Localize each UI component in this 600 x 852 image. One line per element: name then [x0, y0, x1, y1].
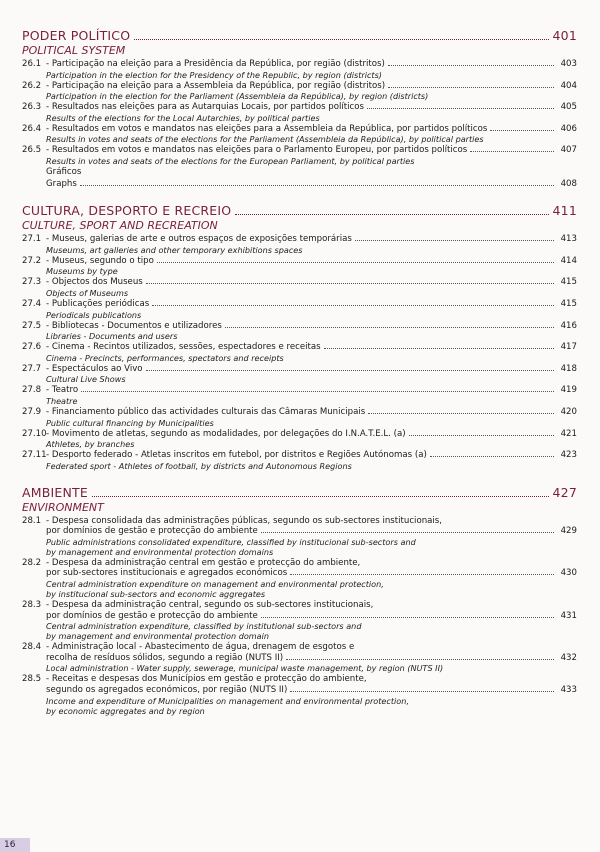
- toc-entry: [22, 59, 577, 80]
- entry-title-en: Periodicals publications: [46, 309, 142, 320]
- entry-title-en: by management and environmental protection domain: [46, 631, 270, 642]
- entry-page: 403: [560, 59, 577, 69]
- entry-title: - Museus, segundo o tipo: [46, 255, 154, 266]
- entry-line: [22, 167, 577, 178]
- toc-entry: [22, 81, 577, 102]
- toc-entry: [22, 516, 577, 557]
- section-title-en: POLITICAL SYSTEM: [22, 44, 126, 57]
- dot-leader: [225, 327, 554, 328]
- entry-page: 404: [560, 80, 577, 91]
- entry-page: 432: [560, 652, 577, 663]
- entry-line: [22, 653, 577, 664]
- entry-page: 405: [560, 102, 577, 113]
- entry-line: [22, 568, 577, 579]
- entry-line: [22, 299, 577, 310]
- entry-title-en: by management and environmental protection domains: [46, 546, 274, 557]
- entry-line: [22, 81, 577, 92]
- entry-title-en: Central administration expenditure on management and environmental protection,: [46, 579, 384, 590]
- entry-line: [22, 145, 577, 156]
- entry-line: [22, 102, 577, 113]
- section-title: PODER POLÍTICO: [22, 28, 131, 43]
- entry-line: [22, 364, 577, 375]
- dot-leader: [146, 283, 554, 284]
- toc-entry: [22, 124, 577, 145]
- section-title: CULTURA, DESPORTO E RECREIO: [22, 203, 232, 219]
- entry-number: 27.6: [22, 342, 42, 353]
- entry-line: [22, 256, 577, 267]
- entry-line: [22, 277, 577, 288]
- entry-line: [22, 558, 577, 569]
- entry-title-en: by economic aggregates and by region: [46, 705, 205, 716]
- toc-section: [22, 485, 577, 716]
- entry-number: 28.3: [22, 600, 42, 611]
- entry-title: - Espectáculos ao Vivo: [46, 363, 143, 374]
- entry-number: 27.3: [22, 277, 42, 288]
- toc-entry: [22, 450, 577, 471]
- entry-number: 26.1: [22, 59, 42, 69]
- toc-entry: [22, 256, 577, 277]
- entry-title: - Participação na eleição para a Assembleia da República, por região (distritos): [46, 80, 386, 91]
- entry-line: [22, 234, 577, 245]
- entry-page: 423: [560, 450, 577, 461]
- entry-title: - Objectos dos Museus: [46, 277, 143, 288]
- dot-leader: [92, 496, 549, 497]
- entry-line: [22, 59, 577, 70]
- entry-title-en: Results in votes and seats of the elections for the European Parliament, by political parties: [46, 155, 415, 166]
- entry-number: 27.1: [22, 234, 42, 245]
- entry-title-en: Results in votes and seats of the elections for the Parliament (Assembleia da República), by political parties: [46, 134, 484, 145]
- entry-line: [22, 124, 577, 135]
- toc-entry: [22, 321, 577, 342]
- entry-title: Gráficos: [46, 166, 82, 177]
- entry-number: 26.2: [22, 80, 42, 91]
- toc-entry: [22, 102, 577, 123]
- entry-line: [22, 342, 577, 353]
- dot-leader: [134, 39, 548, 40]
- toc-entry: [22, 642, 577, 673]
- dot-leader: [355, 240, 554, 241]
- entry-line: [22, 429, 577, 440]
- entry-line: [22, 526, 577, 537]
- entry-title-en: by institucional sub-sectors and economic aggregates: [46, 589, 266, 600]
- dot-leader: [80, 185, 554, 186]
- toc-entry: [22, 179, 577, 190]
- entry-page: 416: [560, 320, 577, 331]
- entry-page: 418: [560, 363, 577, 374]
- entry-title-en: Income and expenditure of Municipalities on management and environmental protection,: [46, 695, 409, 706]
- entry-line: [22, 600, 577, 611]
- toc-entry: [22, 385, 577, 406]
- entry-page: 413: [560, 234, 577, 245]
- entry-page: 415: [560, 298, 577, 309]
- entry-title: - Administração local - Abastecimento de água, drenagem de esgotos e: [46, 642, 355, 653]
- dot-leader: [409, 435, 554, 436]
- entry-number: 26.3: [22, 102, 42, 113]
- entry-number: 27.9: [22, 406, 42, 417]
- dot-leader: [367, 108, 554, 109]
- entry-line: [22, 611, 577, 622]
- dot-leader: [81, 391, 554, 392]
- entry-title: - Receitas e despesas dos Municípios em gestão e protecção do ambiente,: [46, 674, 367, 685]
- section-title-en: ENVIRONMENT: [22, 500, 104, 514]
- entry-title-en: Theatre: [46, 395, 78, 406]
- dot-leader: [157, 262, 554, 263]
- entry-title: - Despesa da administração central em gestão e protecção do ambiente,: [46, 557, 361, 568]
- toc-section: [22, 28, 577, 189]
- entry-page: 419: [560, 385, 577, 396]
- entry-title: - Publicações periódicas: [46, 298, 150, 309]
- entry-title-en: Results of the elections for the Local Autarchies, by political parties: [46, 112, 320, 123]
- section-title: AMBIENTE: [22, 484, 88, 500]
- entry-title: - Financiamento público das actividades culturais das Câmaras Municipais: [46, 406, 366, 417]
- section-heading: [22, 28, 577, 43]
- dot-leader: [290, 574, 554, 575]
- toc-entry: [22, 364, 577, 385]
- entry-title: por domínios de gestão e protecção do ambiente: [46, 610, 258, 621]
- entry-number: 27.8: [22, 385, 42, 396]
- dot-leader: [368, 413, 554, 414]
- entry-title: - Teatro: [46, 385, 79, 396]
- entry-number: 28.1: [22, 515, 42, 526]
- section-heading: [22, 203, 577, 218]
- entry-line: [22, 179, 577, 190]
- dot-leader: [261, 532, 554, 533]
- entry-page: 420: [560, 406, 577, 417]
- toc-entry: [22, 167, 577, 178]
- entry-title: - Resultados em votos e mandatos nas eleições para a Assembleia da República, por partidos políticos: [46, 123, 488, 134]
- toc-entry: [22, 145, 577, 166]
- dot-leader: [430, 456, 554, 457]
- entry-title-en: Public cultural financing by Municipalities: [46, 417, 214, 428]
- section-page: 427: [552, 484, 577, 500]
- dot-leader: [235, 214, 548, 215]
- dot-leader: [286, 659, 554, 660]
- toc-entry: [22, 342, 577, 363]
- entry-title: - Museus, galerias de arte e outros espaços de exposições temporárias: [46, 234, 352, 245]
- entry-title: - Desporto federado - Atletas inscritos em futebol, por distritos e Regiões Autónomas (a): [46, 450, 427, 461]
- entry-number: 27.10: [22, 428, 47, 439]
- entry-title-en: Participation in the election for the Parliament (Assembleia da República), by region (districts): [46, 91, 429, 102]
- dot-leader: [470, 151, 554, 152]
- dot-leader: [388, 65, 554, 66]
- toc-section: [22, 203, 577, 471]
- entry-title: - Cinema - Recintos utilizados, sessões, espectadores e receitas: [46, 342, 321, 353]
- entry-page: 414: [560, 255, 577, 266]
- toc-entry: [22, 407, 577, 428]
- entry-title-en: Local administration - Water supply, sewerage, municipal waste management, by region (NUTS II): [46, 663, 444, 674]
- entry-title: - Despesa da administração central, segundo os sub-sectores institucionais,: [46, 600, 374, 611]
- entry-title: recolha de resíduos sólidos, segundo a região (NUTS II): [46, 652, 284, 663]
- entry-line: [22, 385, 577, 396]
- entry-title-en: Museums by type: [46, 266, 118, 277]
- dot-leader: [146, 370, 554, 371]
- entry-page: 417: [560, 342, 577, 353]
- entry-number: 27.2: [22, 255, 42, 266]
- entry-title-en: Public administrations consolidated expenditure, classified by institucional sub-sectors and: [46, 536, 416, 547]
- entry-page: 421: [560, 428, 577, 439]
- entry-number: 28.2: [22, 557, 42, 568]
- entry-title-en: Federated sport - Athletes of football, by districts and Autonomous Regions: [46, 460, 352, 471]
- section-title-en: CULTURE, SPORT AND RECREATION: [22, 219, 218, 233]
- entry-title-en: Museums, art galleries and other temporary exhibitions spaces: [46, 244, 303, 255]
- entry-line: [22, 450, 577, 461]
- entry-title: - Resultados nas eleições para as Autarquias Locais, por partidos políticos: [46, 102, 364, 113]
- entry-title: - Resultados em votos e mandatos nas eleições para o Parlamento Europeu, por partidos políticos: [46, 145, 468, 156]
- entry-title: - Despesa consolidada das administrações públicas, segundo os sub-sectores institucionais,: [46, 515, 443, 526]
- dot-leader: [152, 305, 554, 306]
- entry-number: 28.5: [22, 674, 42, 685]
- toc-entry: [22, 277, 577, 298]
- toc-entry: [22, 674, 577, 715]
- dot-leader: [490, 130, 554, 131]
- entry-title-en: Athletes, by branches: [46, 439, 135, 450]
- entry-number: 26.5: [22, 145, 42, 156]
- section-page: 401: [552, 28, 577, 43]
- entry-page: 407: [560, 145, 577, 156]
- entry-page: 406: [560, 123, 577, 134]
- entry-page: 433: [560, 685, 577, 696]
- entry-title-en: Libraries - Documents and users: [46, 331, 178, 342]
- toc-entry: [22, 600, 577, 641]
- dot-leader: [388, 87, 554, 88]
- entry-title-en: Objects of Museums: [46, 287, 129, 298]
- table-of-contents: [22, 28, 577, 730]
- entry-line: [22, 516, 577, 527]
- entry-title: Graphs: [46, 178, 77, 189]
- entry-title-en: Central administration expenditure, classified by institutional sub-sectors and: [46, 621, 362, 632]
- entry-number: 27.11: [22, 450, 47, 461]
- entry-page: 408: [560, 178, 577, 189]
- entry-line: [22, 321, 577, 332]
- dot-leader: [324, 348, 554, 349]
- entry-page: 415: [560, 277, 577, 288]
- dot-leader: [290, 691, 554, 692]
- entry-page: 429: [560, 526, 577, 537]
- toc-entry: [22, 234, 577, 255]
- toc-entry: [22, 299, 577, 320]
- entry-line: [22, 674, 577, 685]
- entry-title-en: Cultural Live Shows: [46, 374, 126, 385]
- dot-leader: [261, 617, 554, 618]
- section-page: 411: [552, 203, 577, 219]
- entry-page: 431: [560, 610, 577, 621]
- entry-line: [22, 685, 577, 696]
- toc-entry: [22, 429, 577, 450]
- entry-title: - Participação na eleição para a Presidência da República, por região (distritos): [46, 59, 385, 69]
- entry-title: por sub-sectores institucionais e agregados económicos: [46, 568, 288, 579]
- entry-title: - Bibliotecas - Documentos e utilizadores: [46, 320, 222, 331]
- entry-number: 27.4: [22, 298, 42, 309]
- entry-line: [22, 642, 577, 653]
- entry-title-en: Cinema - Precincts, performances, spectators and receipts: [46, 352, 284, 363]
- entry-line: [22, 407, 577, 418]
- entry-number: 26.4: [22, 123, 42, 134]
- page-number: 16: [0, 838, 30, 852]
- entry-title: segundo os agregados económicos, por região (NUTS II): [46, 685, 288, 696]
- entry-number: 27.5: [22, 320, 42, 331]
- entry-number: 28.4: [22, 642, 42, 653]
- entry-title: - Movimento de atletas, segundo as modalidades, por delegações do I.N.A.T.E.L. (a): [46, 428, 406, 439]
- entry-number: 27.7: [22, 363, 42, 374]
- entry-page: 430: [560, 568, 577, 579]
- section-heading: [22, 485, 577, 500]
- entry-title: por domínios de gestão e protecção do ambiente: [46, 526, 258, 537]
- toc-entry: [22, 558, 577, 599]
- entry-title-en: Participation in the election for the Presidency of the Republic, by region (districts): [46, 69, 382, 80]
